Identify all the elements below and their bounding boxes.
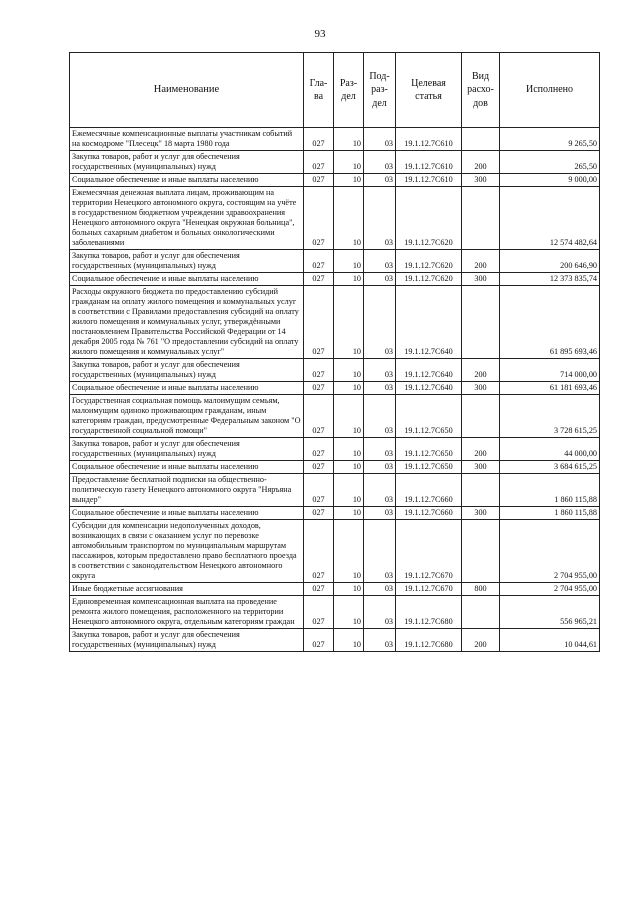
cell-razdel: 10 bbox=[334, 596, 364, 629]
cell-name: Социальное обеспечение и иные выплаты населению bbox=[70, 507, 304, 520]
cell-celevaya: 19.1.12.7С640 bbox=[396, 286, 462, 359]
cell-ispolneno: 2 704 955,00 bbox=[500, 583, 600, 596]
cell-celevaya: 19.1.12.7С650 bbox=[396, 461, 462, 474]
cell-vid: 200 bbox=[462, 151, 500, 174]
cell-razdel: 10 bbox=[334, 151, 364, 174]
table-row bbox=[70, 286, 600, 359]
cell-vid bbox=[462, 286, 500, 359]
cell-vid: 200 bbox=[462, 359, 500, 382]
cell-razdel: 10 bbox=[334, 359, 364, 382]
cell-glava: 027 bbox=[304, 395, 334, 438]
cell-glava: 027 bbox=[304, 151, 334, 174]
cell-podrazdel: 03 bbox=[364, 438, 396, 461]
cell-name: Социальное обеспечение и иные выплаты населению bbox=[70, 174, 304, 187]
cell-ispolneno: 3 728 615,25 bbox=[500, 395, 600, 438]
cell-podrazdel: 03 bbox=[364, 583, 396, 596]
cell-celevaya: 19.1.12.7С640 bbox=[396, 359, 462, 382]
cell-razdel: 10 bbox=[334, 461, 364, 474]
cell-celevaya: 19.1.12.7С610 bbox=[396, 151, 462, 174]
cell-vid bbox=[462, 474, 500, 507]
cell-glava: 027 bbox=[304, 174, 334, 187]
cell-ispolneno: 10 044,61 bbox=[500, 629, 600, 652]
cell-podrazdel: 03 bbox=[364, 395, 396, 438]
cell-podrazdel: 03 bbox=[364, 128, 396, 151]
cell-celevaya: 19.1.12.7С650 bbox=[396, 395, 462, 438]
cell-name: Субсидии для компенсации недополученных доходов, возникающих в связи с оказанием услуг по перевозке автомобильным транспортом по муниципальным маршрутам пассажиров, которым предоставлено право бесплатного проезда в соответствии с законодательством Ненецкого автономного округа bbox=[70, 520, 304, 583]
cell-razdel: 10 bbox=[334, 128, 364, 151]
cell-podrazdel: 03 bbox=[364, 507, 396, 520]
cell-celevaya: 19.1.12.7С670 bbox=[396, 583, 462, 596]
cell-name: Социальное обеспечение и иные выплаты населению bbox=[70, 273, 304, 286]
cell-celevaya: 19.1.12.7С620 bbox=[396, 250, 462, 273]
table-row bbox=[70, 629, 600, 652]
cell-vid: 300 bbox=[462, 174, 500, 187]
cell-razdel: 10 bbox=[334, 583, 364, 596]
cell-name: Ежемесячная денежная выплата лицам, проживающим на территории Ненецкого автономного округа, состоящим на учёте в государственном бюджетном учреждении здравоохранения Ненецкого автономного округа "Ненецкая окружная больница", больных сахарным диабетом и больных онкологическими заболеваниями bbox=[70, 187, 304, 250]
cell-ispolneno: 2 704 955,00 bbox=[500, 520, 600, 583]
cell-razdel: 10 bbox=[334, 286, 364, 359]
table-row bbox=[70, 461, 600, 474]
table-row bbox=[70, 174, 600, 187]
cell-ispolneno: 556 965,21 bbox=[500, 596, 600, 629]
table-row bbox=[70, 507, 600, 520]
cell-razdel: 10 bbox=[334, 273, 364, 286]
cell-ispolneno: 44 000,00 bbox=[500, 438, 600, 461]
cell-ispolneno: 9 000,00 bbox=[500, 174, 600, 187]
cell-celevaya: 19.1.12.7С620 bbox=[396, 187, 462, 250]
table-row bbox=[70, 474, 600, 507]
cell-vid bbox=[462, 187, 500, 250]
cell-podrazdel: 03 bbox=[364, 461, 396, 474]
table-row bbox=[70, 583, 600, 596]
cell-name: Социальное обеспечение и иные выплаты населению bbox=[70, 461, 304, 474]
cell-razdel: 10 bbox=[334, 520, 364, 583]
cell-podrazdel: 03 bbox=[364, 286, 396, 359]
cell-glava: 027 bbox=[304, 461, 334, 474]
cell-podrazdel: 03 bbox=[364, 151, 396, 174]
cell-celevaya: 19.1.12.7С660 bbox=[396, 474, 462, 507]
cell-name: Социальное обеспечение и иные выплаты населению bbox=[70, 382, 304, 395]
cell-vid: 200 bbox=[462, 438, 500, 461]
cell-vid bbox=[462, 596, 500, 629]
table-row bbox=[70, 520, 600, 583]
cell-ispolneno: 714 000,00 bbox=[500, 359, 600, 382]
cell-podrazdel: 03 bbox=[364, 629, 396, 652]
cell-vid: 800 bbox=[462, 583, 500, 596]
cell-ispolneno: 200 646,90 bbox=[500, 250, 600, 273]
cell-celevaya: 19.1.12.7С660 bbox=[396, 507, 462, 520]
cell-glava: 027 bbox=[304, 520, 334, 583]
cell-vid: 200 bbox=[462, 250, 500, 273]
cell-name: Закупка товаров, работ и услуг для обеспечения государственных (муниципальных) нужд bbox=[70, 250, 304, 273]
table-row bbox=[70, 438, 600, 461]
cell-glava: 027 bbox=[304, 250, 334, 273]
cell-celevaya: 19.1.12.7С680 bbox=[396, 629, 462, 652]
cell-glava: 027 bbox=[304, 507, 334, 520]
cell-name: Закупка товаров, работ и услуг для обеспечения государственных (муниципальных) нужд bbox=[70, 629, 304, 652]
cell-ispolneno: 1 860 115,88 bbox=[500, 507, 600, 520]
table-header-row bbox=[70, 53, 600, 128]
cell-vid: 300 bbox=[462, 507, 500, 520]
cell-glava: 027 bbox=[304, 474, 334, 507]
cell-glava: 027 bbox=[304, 629, 334, 652]
header-name: Наименование bbox=[70, 53, 304, 128]
cell-razdel: 10 bbox=[334, 250, 364, 273]
header-podrazdel: Под- раз- дел bbox=[364, 53, 396, 128]
cell-ispolneno: 12 574 482,64 bbox=[500, 187, 600, 250]
cell-vid: 200 bbox=[462, 629, 500, 652]
cell-name: Единовременная компенсационная выплата на проведение ремонта жилого помещения, расположенного на территории Ненецкого автономного округа, отдельным категориям граждан bbox=[70, 596, 304, 629]
cell-celevaya: 19.1.12.7С650 bbox=[396, 438, 462, 461]
header-glava: Гла- ва bbox=[304, 53, 334, 128]
cell-razdel: 10 bbox=[334, 395, 364, 438]
cell-vid: 300 bbox=[462, 382, 500, 395]
cell-ispolneno: 61 181 693,46 bbox=[500, 382, 600, 395]
cell-vid: 300 bbox=[462, 461, 500, 474]
cell-glava: 027 bbox=[304, 596, 334, 629]
cell-vid: 300 bbox=[462, 273, 500, 286]
header-razdel: Раз- дел bbox=[334, 53, 364, 128]
table-row bbox=[70, 359, 600, 382]
cell-celevaya: 19.1.12.7С610 bbox=[396, 128, 462, 151]
cell-razdel: 10 bbox=[334, 629, 364, 652]
table-row bbox=[70, 128, 600, 151]
cell-name: Ежемесячные компенсационные выплаты участникам событий на космодроме "Плесецк" 18 марта 1980 года bbox=[70, 128, 304, 151]
cell-vid bbox=[462, 520, 500, 583]
cell-podrazdel: 03 bbox=[364, 382, 396, 395]
cell-razdel: 10 bbox=[334, 507, 364, 520]
cell-podrazdel: 03 bbox=[364, 250, 396, 273]
cell-name: Закупка товаров, работ и услуг для обеспечения государственных (муниципальных) нужд bbox=[70, 151, 304, 174]
cell-podrazdel: 03 bbox=[364, 187, 396, 250]
cell-celevaya: 19.1.12.7С610 bbox=[396, 174, 462, 187]
cell-ispolneno: 1 860 115,88 bbox=[500, 474, 600, 507]
cell-glava: 027 bbox=[304, 128, 334, 151]
cell-glava: 027 bbox=[304, 286, 334, 359]
cell-glava: 027 bbox=[304, 438, 334, 461]
cell-ispolneno: 61 895 693,46 bbox=[500, 286, 600, 359]
table-row bbox=[70, 596, 600, 629]
cell-podrazdel: 03 bbox=[364, 520, 396, 583]
cell-vid bbox=[462, 395, 500, 438]
cell-name: Закупка товаров, работ и услуг для обеспечения государственных (муниципальных) нужд bbox=[70, 359, 304, 382]
table-row bbox=[70, 273, 600, 286]
cell-podrazdel: 03 bbox=[364, 474, 396, 507]
cell-glava: 027 bbox=[304, 187, 334, 250]
budget-table bbox=[69, 52, 600, 652]
cell-podrazdel: 03 bbox=[364, 273, 396, 286]
table-row bbox=[70, 151, 600, 174]
cell-name: Предоставление бесплатной подписки на общественно-политическую газету Ненецкого автономного округа "Няръяна вындер" bbox=[70, 474, 304, 507]
cell-vid bbox=[462, 128, 500, 151]
cell-glava: 027 bbox=[304, 382, 334, 395]
cell-ispolneno: 3 684 615,25 bbox=[500, 461, 600, 474]
table-row bbox=[70, 382, 600, 395]
cell-podrazdel: 03 bbox=[364, 359, 396, 382]
cell-razdel: 10 bbox=[334, 174, 364, 187]
table-row bbox=[70, 187, 600, 250]
cell-name: Иные бюджетные ассигнования bbox=[70, 583, 304, 596]
cell-celevaya: 19.1.12.7С670 bbox=[396, 520, 462, 583]
cell-glava: 027 bbox=[304, 273, 334, 286]
cell-ispolneno: 12 373 835,74 bbox=[500, 273, 600, 286]
cell-celevaya: 19.1.12.7С620 bbox=[396, 273, 462, 286]
cell-name: Закупка товаров, работ и услуг для обеспечения государственных (муниципальных) нужд bbox=[70, 438, 304, 461]
cell-ispolneno: 265,50 bbox=[500, 151, 600, 174]
cell-ispolneno: 9 265,50 bbox=[500, 128, 600, 151]
table-row bbox=[70, 395, 600, 438]
cell-celevaya: 19.1.12.7С640 bbox=[396, 382, 462, 395]
table-row bbox=[70, 250, 600, 273]
cell-razdel: 10 bbox=[334, 187, 364, 250]
cell-glava: 027 bbox=[304, 583, 334, 596]
header-ispolneno: Исполнено bbox=[500, 53, 600, 128]
cell-name: Расходы окружного бюджета по предоставлению субсидий гражданам на оплату жилого помещения и коммунальных услуг в соответствии с Правилами предоставления субсидий на оплату жилого помещения и коммунальных услуг, утверждёнными постановлением Правительства Российской Федерации от 14 декабря 2005 года № 761 "О предоставлении субсидий на оплату жилого помещения и коммунальных услуг" bbox=[70, 286, 304, 359]
cell-celevaya: 19.1.12.7С680 bbox=[396, 596, 462, 629]
cell-glava: 027 bbox=[304, 359, 334, 382]
cell-razdel: 10 bbox=[334, 382, 364, 395]
cell-razdel: 10 bbox=[334, 438, 364, 461]
cell-podrazdel: 03 bbox=[364, 174, 396, 187]
cell-podrazdel: 03 bbox=[364, 596, 396, 629]
header-vid: Вид расхо- дов bbox=[462, 53, 500, 128]
cell-name: Государственная социальная помощь малоимущим семьям, малоимущим одиноко проживающим гражданам, иным категориям граждан, предусмотренные Федеральным законом "О государственной социальной помощи" bbox=[70, 395, 304, 438]
header-celevaya: Целевая статья bbox=[396, 53, 462, 128]
cell-razdel: 10 bbox=[334, 474, 364, 507]
page-number: 93 bbox=[314, 28, 326, 40]
